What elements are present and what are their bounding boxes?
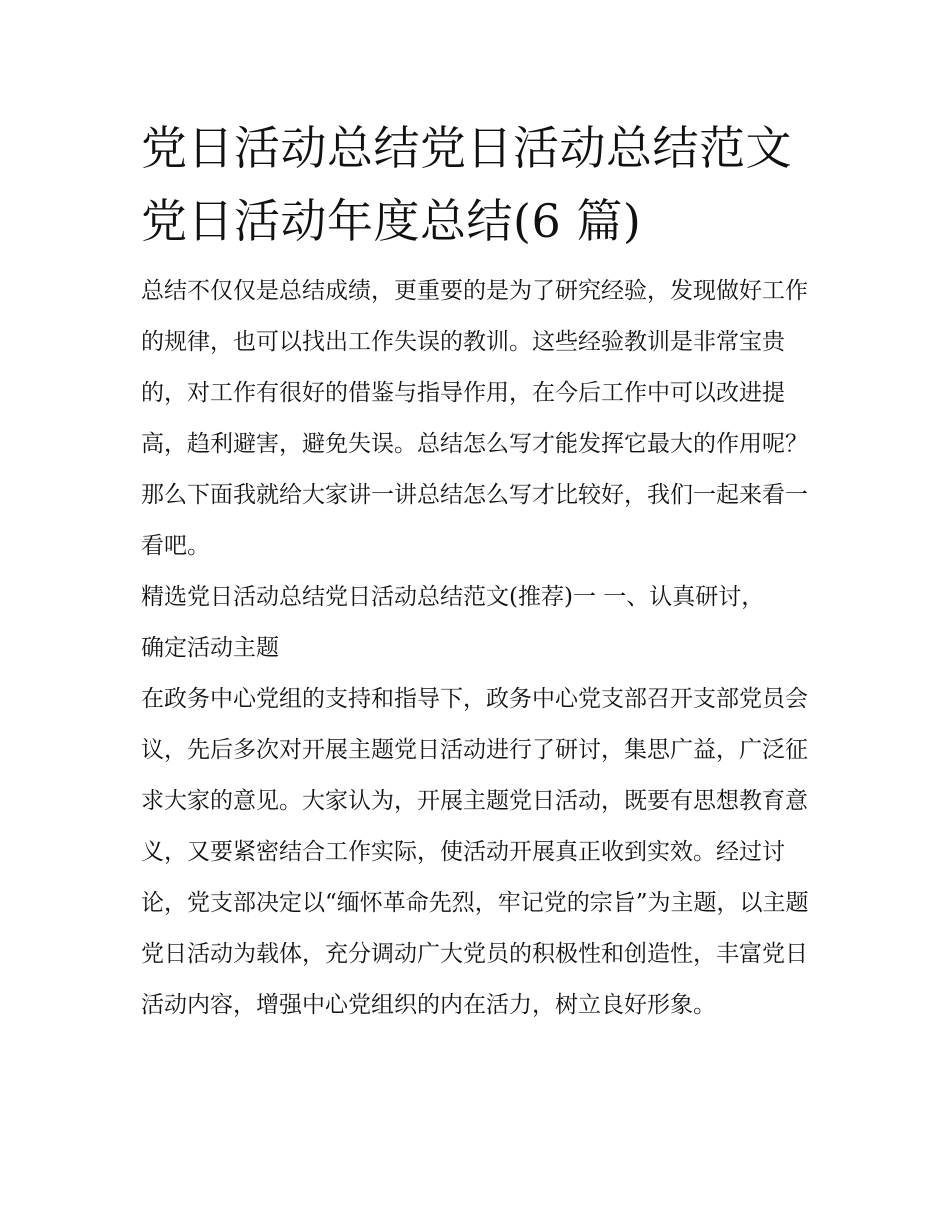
document-body [141,112,817,1031]
section-heading: 精选党日活动总结党日活动总结范文(推荐)一 一、认真研讨，确定活动主题 [141,584,765,661]
intro-paragraph: 总结不仅仅是总结成绩，更重要的是为了研究经验，发现做好工作的规律，也可以找出工作失误的教训。这些经验教训是非常宝贵的，对工作有很好的借鉴与指导作用，在今后工作中可以改进提高，趋利避害，避免失误。总结怎么写才能发挥它最大的作用呢？那么下面我就给大家讲一讲总结怎么写才比较好，我们一起来看一看吧。 [141,278,808,559]
document-title: 党日活动总结党日活动总结范文 党日活动年度总结(6 篇) [141,121,792,248]
section-body-paragraph: 在政务中心党组的支持和指导下，政务中心党支部召开支部党员会议，先后多次对开展主题党日活动进行了研讨，集思广益，广泛征求大家的意见。大家认为，开展主题党日活动，既要有思想教育意义，又要紧密结合工作实际，使活动开展真正收到实效。经过讨论，党支部决定以“缅怀革命先烈，牢记党的宗旨”为主题，以主题党日活动为载体，充分调动广大党员的积极性和创造性，丰富党日活动内容，增强中心党组织的内在活力，树立良好形象。 [141,686,809,1018]
